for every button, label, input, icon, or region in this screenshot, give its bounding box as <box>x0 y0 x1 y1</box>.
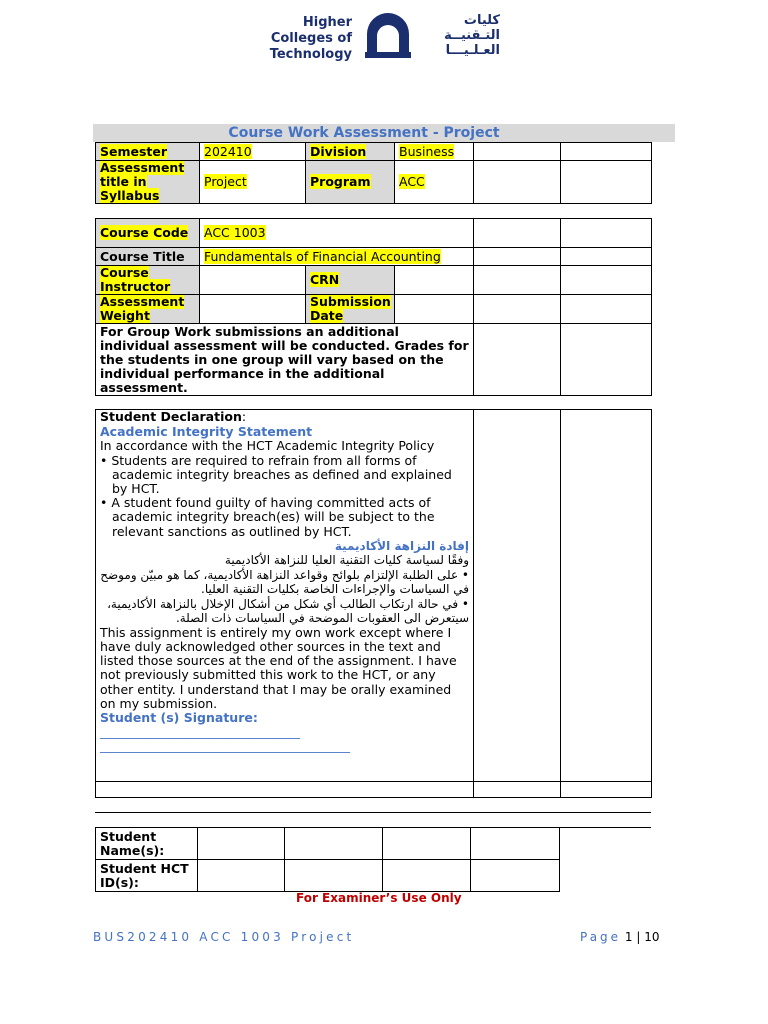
hct-logo-english <box>268 15 352 63</box>
student-names-label-cell <box>96 828 198 860</box>
empty-cell <box>561 161 652 204</box>
empty-cell <box>474 410 561 782</box>
assessment-title-value-cell <box>200 161 306 204</box>
document-title: Course Work Assessment - Project <box>228 125 500 141</box>
empty-cell <box>474 248 561 266</box>
student-name-field[interactable] <box>471 828 560 860</box>
course-title-label: Course Title <box>100 248 185 264</box>
arabic-integrity-title: إفادة النزاهة الأكاديمية <box>334 538 469 553</box>
course-title-label-cell <box>96 248 200 266</box>
student-name-field[interactable] <box>285 828 383 860</box>
weight-label: Assessment Weight <box>100 294 185 323</box>
course-code-value: ACC 1003 <box>204 225 266 240</box>
course-title-value: Fundamentals of Financial Accounting <box>204 248 441 264</box>
division-value: Business <box>399 143 455 159</box>
logo-line: Colleges of <box>270 31 352 46</box>
program-value: ACC <box>399 174 425 189</box>
weight-value-cell <box>200 295 306 324</box>
signature-line[interactable]: ________________________________________ <box>100 738 350 754</box>
empty-cell <box>474 266 561 295</box>
weight-label-cell <box>96 295 200 324</box>
instructor-label-cell <box>96 266 200 295</box>
submission-label-cell <box>306 295 395 324</box>
crn-label: CRN <box>310 272 340 287</box>
division-label-cell <box>306 143 395 161</box>
division-value-cell <box>395 143 474 161</box>
course-code-label-cell <box>96 219 200 248</box>
signature-line[interactable]: ________________________________ <box>100 724 300 740</box>
declaration-cell <box>96 410 474 782</box>
logo-line: كليات <box>463 13 500 28</box>
hct-logo-icon <box>363 12 413 60</box>
empty-cell <box>474 143 561 161</box>
course-code-value-cell <box>200 219 474 248</box>
page-total: 10 <box>644 930 660 944</box>
divider-line <box>95 812 651 813</box>
empty-cell <box>561 219 652 248</box>
student-ids-label: Student HCT ID(s): <box>100 860 189 890</box>
submission-label: Submission Date <box>310 294 391 323</box>
examiner-note: For Examiner’s Use Only <box>296 891 462 905</box>
integrity-bullet: • A student found guilty of having committed acts of academic integrity breach(es) will be subject to the relevant sanctions as outlined by HCT. <box>100 495 435 539</box>
empty-cell <box>561 410 652 782</box>
document-title-band <box>93 124 675 142</box>
student-names-label: Student Name(s): <box>100 828 165 858</box>
group-note-cell <box>96 324 474 396</box>
assessment-title-value: Project <box>204 174 247 189</box>
empty-cell <box>474 219 561 248</box>
arabic-integrity-bullet: • في حالة ارتكاب الطالب أي شكل من أشكال الإخلال بالنزاهة الأكاديمية، سيتعرض الى العقوبات الموضحة في السياسات ذات الصلة. <box>107 596 469 626</box>
semester-table <box>95 142 652 204</box>
empty-cell <box>561 295 652 324</box>
student-id-field[interactable] <box>198 860 285 892</box>
submission-value-cell <box>395 295 474 324</box>
declaration-heading: Student Declaration: <box>100 409 247 424</box>
empty-cell <box>474 782 561 798</box>
logo-line: التـقنيــة <box>444 28 500 43</box>
program-label-cell <box>306 161 395 204</box>
assessment-title-label: Assessment title in Syllabus <box>100 160 185 203</box>
division-label: Division <box>310 143 367 159</box>
hct-logo-arabic <box>420 13 500 58</box>
student-id-field[interactable] <box>285 860 383 892</box>
arabic-integrity-bullet: • على الطلبة الإلتزام بلوائح وقواعد النزاهة الأكاديمية، كما هو مبيّن وموضح في السياسات والإجراءات الخاصة بكليات التقنية العليا. <box>100 567 469 597</box>
program-value-cell <box>395 161 474 204</box>
semester-label-cell <box>96 143 200 161</box>
crn-value-cell <box>395 266 474 295</box>
empty-cell <box>561 324 652 396</box>
students-table <box>95 827 560 892</box>
student-name-field[interactable] <box>383 828 471 860</box>
logo-line: Higher <box>302 15 352 30</box>
page-separator: | <box>632 930 645 944</box>
semester-value: 202410 <box>204 143 252 159</box>
footer-document-id: BUS202410 ACC 1003 Project <box>93 930 355 944</box>
own-work-statement: This assignment is entirely my own work except where I have duly acknowledged other sources in the text and listed those sources at the end of the assignment. I have not previously submitted this work to the HCT, or any other entity. I understand that I may be orally examined on my submission. <box>100 624 457 711</box>
empty-cell <box>474 161 561 204</box>
page-word: Page <box>580 930 622 944</box>
empty-cell <box>96 782 474 798</box>
integrity-title: Academic Integrity Statement <box>100 424 313 440</box>
program-label: Program <box>310 174 371 189</box>
signature-label: Student (s) Signature: <box>100 710 258 726</box>
group-note: For Group Work submissions an additional individual assessment will be conducted. Grades for the students in one group will vary based on the individual performance in the additional assessment. <box>100 324 469 395</box>
empty-cell <box>561 143 652 161</box>
empty-cell <box>561 782 652 798</box>
course-table <box>95 218 652 396</box>
student-id-field[interactable] <box>383 860 471 892</box>
instructor-value-cell <box>200 266 306 295</box>
instructor-label: Course Instructor <box>100 265 171 294</box>
empty-cell <box>474 324 561 396</box>
student-id-field[interactable] <box>471 860 560 892</box>
logo-line: Technology <box>269 47 352 62</box>
page-current: 1 <box>624 930 633 944</box>
course-title-value-cell <box>200 248 474 266</box>
assessment-title-label-cell <box>96 161 200 204</box>
student-ids-label-cell <box>96 860 198 892</box>
course-code-label: Course Code <box>100 225 189 240</box>
semester-label: Semester <box>100 143 168 159</box>
student-name-field[interactable] <box>198 828 285 860</box>
logo-line: العـلـيـــا <box>445 43 500 58</box>
integrity-bullet: • Students are required to refrain from all forms of academic integrity breaches as defined and explained by HCT. <box>100 452 452 497</box>
arabic-integrity-intro: وفقًا لسياسة كليات التقنية العليا للنزاهة الأكاديمية <box>224 553 469 568</box>
empty-cell <box>561 266 652 295</box>
empty-cell <box>561 248 652 266</box>
semester-value-cell <box>200 143 306 161</box>
crn-label-cell <box>306 266 395 295</box>
empty-cell <box>474 295 561 324</box>
footer-page-number <box>580 930 659 944</box>
integrity-intro: In accordance with the HCT Academic Integrity Policy <box>100 438 435 454</box>
declaration-table <box>95 409 652 798</box>
